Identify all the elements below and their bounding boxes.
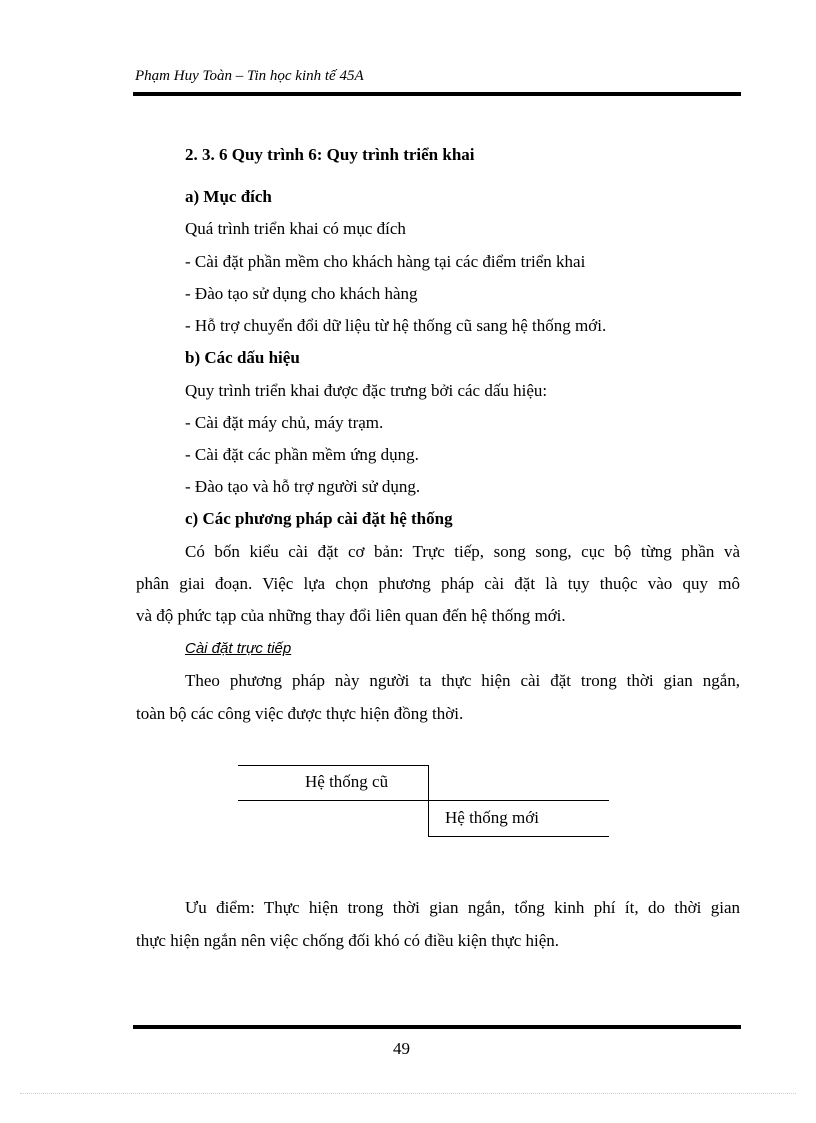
a-line: - Cài đặt phần mềm cho khách hàng tại các điểm triển khai (185, 252, 586, 271)
a-line: Quá trình triển khai có mục đích (185, 219, 406, 238)
footer-rule (133, 1025, 741, 1029)
heading-a: a) Mục đích (185, 187, 272, 206)
header-author-course: Phạm Huy Toàn – Tin học kinh tế 45A (135, 68, 364, 84)
diagram-middle-line (238, 800, 609, 801)
heading-b: b) Các dấu hiệu (185, 348, 300, 367)
b-line: Quy trình triển khai được đặc trưng bởi các dấu hiệu: (185, 381, 548, 400)
header-rule (133, 92, 741, 96)
direct-install-subheading: Cài đặt trực tiếp (185, 640, 292, 657)
section-title: 2. 3. 6 Quy trình 6: Quy trình triển khai (185, 145, 475, 164)
b-line: - Đào tạo và hỗ trợ người sử dụng. (185, 477, 421, 496)
page-number: 49 (393, 1039, 410, 1058)
c-para-line: Có bốn kiểu cài đặt cơ bản: Trực tiếp, song song, cục bộ từng phần và (185, 542, 740, 561)
a-line: - Đào tạo sử dụng cho khách hàng (185, 284, 418, 303)
c-para-line: phân giai đoạn. Việc lựa chọn phương pháp cài đặt là tụy thuộc vào quy mô (136, 574, 740, 593)
diagram-old-system-label: Hệ thống cũ (305, 772, 389, 791)
page-break-line (20, 1093, 796, 1094)
diagram-new-system-label: Hệ thống mới (445, 808, 539, 827)
diagram-new-bottom-line (428, 836, 609, 837)
direct-para-line: toàn bộ các công việc được thực hiện đồng thời. (136, 704, 464, 723)
heading-c: c) Các phương pháp cài đặt hệ thống (185, 509, 453, 528)
diagram-divider-line (428, 765, 429, 837)
direct-para-line: Theo phương pháp này người ta thực hiện cài đặt trong thời gian ngắn, (185, 671, 740, 690)
b-line: - Cài đặt máy chủ, máy trạm. (185, 413, 384, 432)
diagram-old-top-line (238, 765, 428, 766)
b-line: - Cài đặt các phần mềm ứng dụng. (185, 445, 419, 464)
advantages-line: thực hiện ngắn nên việc chống đối khó có điều kiện thực hiện. (136, 931, 560, 950)
c-para-line: và độ phức tạp của những thay đổi liên quan đến hệ thống mới. (136, 606, 566, 625)
a-line: - Hỗ trợ chuyển đổi dữ liệu từ hệ thống cũ sang hệ thống mới. (185, 316, 607, 335)
advantages-line: Ưu điểm: Thực hiện trong thời gian ngắn, tổng kinh phí ít, do thời gian (185, 898, 740, 917)
